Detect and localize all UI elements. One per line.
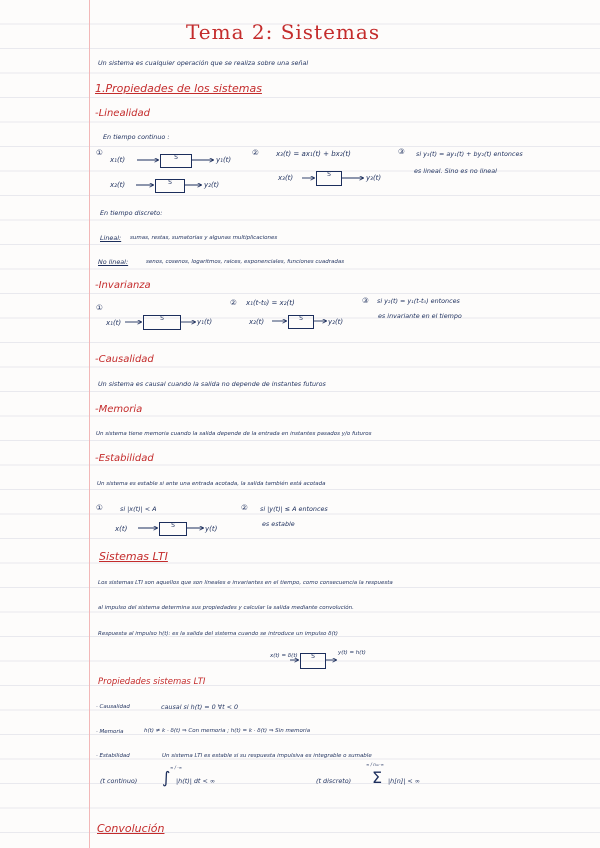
heading-propiedades-lti: Propiedades sistemas LTI xyxy=(98,677,206,687)
box-label: S xyxy=(171,522,175,529)
box-label: S xyxy=(311,653,315,660)
inv-x2: x₂(t) xyxy=(249,318,265,326)
props-estab-text: Un sistema LTI es estable si su respuesta impulsiva es integrable o sumable xyxy=(162,753,372,759)
estab-cond-3: es estable xyxy=(262,520,295,528)
linealidad-step-1: ① xyxy=(96,148,103,157)
heading-estabilidad: -Estabilidad xyxy=(95,453,154,464)
nolineal-text: senos, cosenos, logaritmos, raices, exponenciales, funciones cuadradas xyxy=(146,259,345,265)
props-estab-label: · Estabilidad xyxy=(96,753,130,759)
integral-symbol: ∫ xyxy=(162,768,171,787)
estab-cond-2: si |y(t)| ≤ A entonces xyxy=(260,505,328,513)
inv-x2-def: x₁(t-t₀) = x₂(t) xyxy=(246,299,295,307)
lin-y1: y₁(t) xyxy=(216,156,232,164)
lin-condition: si y₃(t) = ay₁(t) + by₂(t) entonces xyxy=(416,150,523,158)
inv-x1: x₁(t) xyxy=(106,319,122,327)
lti-text-1: Los sistemas LTI son aquellos que son lineales e invariantes en el tiempo, como consecuencia la respuesta xyxy=(98,580,393,586)
heading-memoria: -Memoria xyxy=(95,404,143,415)
linealidad-step-2: ② xyxy=(252,148,259,157)
disc-label: (t discreto) xyxy=(316,777,352,785)
props-causalidad-label: · Causalidad xyxy=(96,704,130,710)
disc-expression: |h[n]| < ∞ xyxy=(388,777,421,785)
box-label: S xyxy=(299,315,303,322)
invarianza-step-2: ② xyxy=(230,298,237,307)
box-label: S xyxy=(168,179,172,186)
cont-label: (t continuo) xyxy=(100,777,138,785)
system-box-lin-2 xyxy=(155,179,185,193)
lti-y: y(t) = h(t) xyxy=(338,650,366,656)
system-box-inv-1 xyxy=(143,315,181,330)
estab-x: x(t) xyxy=(115,525,128,533)
lineal-text: sumas, restas, sumatorias y algunas multiplicaciones xyxy=(130,235,278,241)
inv-y1: y₁(t) xyxy=(197,318,213,326)
page-title: Tema 2: Sistemas xyxy=(186,20,381,44)
heading-invarianza: -Invarianza xyxy=(95,280,151,291)
continuo-label: En tiempo continuo : xyxy=(103,133,170,141)
inv-condition: si y₂(t) = y₁(t-t₀) entonces xyxy=(377,297,460,305)
heading-linealidad: -Linealidad xyxy=(95,108,150,119)
box-label: S xyxy=(160,315,164,322)
props-causalidad-text: causal si h(t) = 0 ∀t < 0 xyxy=(161,703,239,711)
heading-causalidad: -Causalidad xyxy=(95,354,154,365)
lin-condition-2: es lineal. Sino es no lineal xyxy=(414,167,497,175)
lin-x1: x₁(t) xyxy=(110,156,126,164)
system-box-lin-1 xyxy=(160,154,192,168)
heading-sistemas-lti: Sistemas LTI xyxy=(99,550,168,563)
invarianza-step-3: ③ xyxy=(362,296,369,305)
lin-x2: x₂(t) xyxy=(110,181,126,189)
intro-text: Un sistema es cualquier operación que se realiza sobre una señal xyxy=(98,59,309,67)
lin-x3: x₃(t) xyxy=(278,174,294,182)
lin-x3-def: x₃(t) = ax₁(t) + bx₂(t) xyxy=(276,150,351,158)
inv-condition-2: es invariante en el tiempo xyxy=(378,312,462,320)
box-label: S xyxy=(174,154,178,161)
sum-limits: ∞ / n=-∞ xyxy=(366,762,384,767)
estabilidad-step-1: ① xyxy=(96,503,103,512)
lin-y3: y₃(t) xyxy=(366,174,382,182)
lin-y2: y₂(t) xyxy=(204,181,220,189)
integral-limits: ∞ / -∞ xyxy=(170,765,182,770)
invarianza-step-1: ① xyxy=(96,303,103,312)
nolineal-label: No lineal: xyxy=(98,258,129,266)
lti-text-2: al impulso del sistema determina sus propiedades y calcular la salida mediante convolución. xyxy=(98,605,354,611)
estab-cond-1: si |x(t)| < A xyxy=(120,505,157,513)
estabilidad-step-2: ② xyxy=(241,503,248,512)
lineal-label: Lineal: xyxy=(100,234,122,242)
discreto-label: En tiempo discreto: xyxy=(100,209,163,217)
system-box-estab xyxy=(159,522,187,536)
lti-text-3: Respuesta al impulso h(t): es la salida del sistema cuando se introduce un impulso δ(t) xyxy=(98,631,338,637)
causalidad-text: Un sistema es causal cuando la salida no depende de instantes futuros xyxy=(98,380,326,388)
memoria-text: Un sistema tiene memoria cuando la salida depende de la entrada en instantes pasados y/o futuros xyxy=(96,431,372,437)
lti-x: x(t) = δ(t) xyxy=(270,653,298,659)
system-box-lin-3 xyxy=(316,171,342,186)
linealidad-step-3: ③ xyxy=(398,147,405,156)
box-label: S xyxy=(327,171,331,178)
sum-symbol: Σ xyxy=(372,768,383,787)
props-memoria-text: h(t) ≠ k · δ(t) ⇒ Con memoria ; h(t) = k · δ(t) ⇒ Sin memoria xyxy=(144,728,311,734)
estabilidad-text: Un sistema es estable si ante una entrada acotada, la salida también está acotada xyxy=(97,481,326,487)
system-box-inv-2 xyxy=(288,315,314,329)
section-heading-properties: 1.Propiedades de los sistemas xyxy=(95,82,262,95)
heading-convolucion: Convolución xyxy=(97,822,165,835)
props-memoria-label: · Memoria xyxy=(96,729,124,735)
cont-expression: |h(t)| dt < ∞ xyxy=(176,777,216,785)
inv-y2: y₂(t) xyxy=(328,318,344,326)
system-box-lti xyxy=(300,653,326,669)
estab-y: y(t) xyxy=(205,525,218,533)
